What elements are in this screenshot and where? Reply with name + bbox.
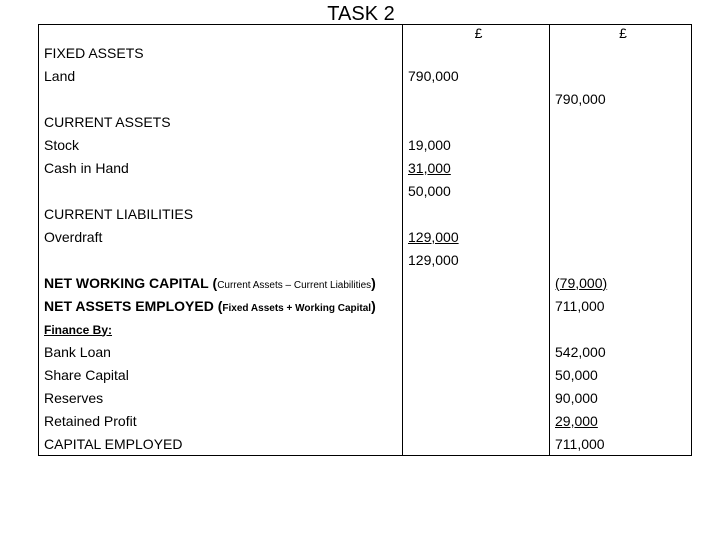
table-row — [39, 64, 692, 87]
capital-employed-label: CAPITAL EMPLOYED — [39, 432, 403, 456]
stock-value: 19,000 — [403, 133, 550, 156]
net-working-capital-label: NET WORKING CAPITAL — [44, 274, 209, 291]
current-assets-total: 50,000 — [403, 179, 550, 202]
table-row — [39, 409, 692, 432]
land-label: Land — [39, 64, 403, 87]
table-row — [39, 271, 692, 294]
reserves-value: 90,000 — [550, 386, 692, 409]
capital-employed-value: 711,000 — [550, 432, 692, 456]
current-liabilities-heading: CURRENT LIABILITIES — [39, 202, 403, 225]
table-row — [39, 248, 692, 271]
currency-header-row — [39, 25, 692, 42]
table-row — [39, 202, 692, 225]
table-row — [39, 110, 692, 133]
stock-label: Stock — [39, 133, 403, 156]
net-assets-employed-cell: NET ASSETS EMPLOYED (Fixed Assets + Working Capital) — [39, 294, 403, 317]
net-assets-employed-label: NET ASSETS EMPLOYED — [44, 297, 214, 314]
net-assets-employed-note: Fixed Assets + Working Capital — [222, 302, 372, 314]
balance-sheet-table — [38, 24, 692, 456]
table-row — [39, 340, 692, 363]
table-row — [39, 294, 692, 317]
current-assets-heading: CURRENT ASSETS — [39, 110, 403, 133]
fixed-assets-total: 790,000 — [550, 87, 692, 110]
bank-loan-label: Bank Loan — [39, 340, 403, 363]
retained-profit-label: Retained Profit — [39, 409, 403, 432]
cash-value: 31,000 — [408, 159, 451, 176]
overdraft-label: Overdraft — [39, 225, 403, 248]
net-working-capital-cell: NET WORKING CAPITAL (Current Assets – Current Liabilities) — [39, 271, 403, 294]
table-row — [39, 386, 692, 409]
overdraft-value: 129,000 — [408, 228, 459, 245]
table-row — [39, 156, 692, 179]
page-title — [0, 2, 720, 26]
retained-profit-value: 29,000 — [555, 412, 598, 429]
table-row — [39, 363, 692, 386]
net-working-capital-note: Current Assets – Current Liabilities — [217, 279, 372, 291]
cash-label: Cash in Hand — [39, 156, 403, 179]
finance-by-heading: Finance By: — [44, 322, 113, 337]
header-blank-cell — [39, 25, 403, 42]
net-assets-employed-value: 711,000 — [550, 294, 692, 317]
fixed-assets-heading: FIXED ASSETS — [39, 41, 403, 64]
table-row — [39, 317, 692, 340]
table-row — [39, 225, 692, 248]
reserves-label: Reserves — [39, 386, 403, 409]
bank-loan-value: 542,000 — [550, 340, 692, 363]
share-capital-value: 50,000 — [550, 363, 692, 386]
net-working-capital-value: (79,000) — [555, 274, 608, 291]
land-value: 790,000 — [403, 64, 550, 87]
table-row — [39, 133, 692, 156]
table-row — [39, 432, 692, 456]
currency-symbol-col2: £ — [550, 25, 692, 42]
currency-symbol-col1: £ — [403, 25, 550, 42]
table-row — [39, 41, 692, 64]
table-row — [39, 87, 692, 110]
table-row — [39, 179, 692, 202]
share-capital-label: Share Capital — [39, 363, 403, 386]
current-liabilities-total: 129,000 — [403, 248, 550, 271]
title-text: TASK 2 — [327, 3, 395, 25]
